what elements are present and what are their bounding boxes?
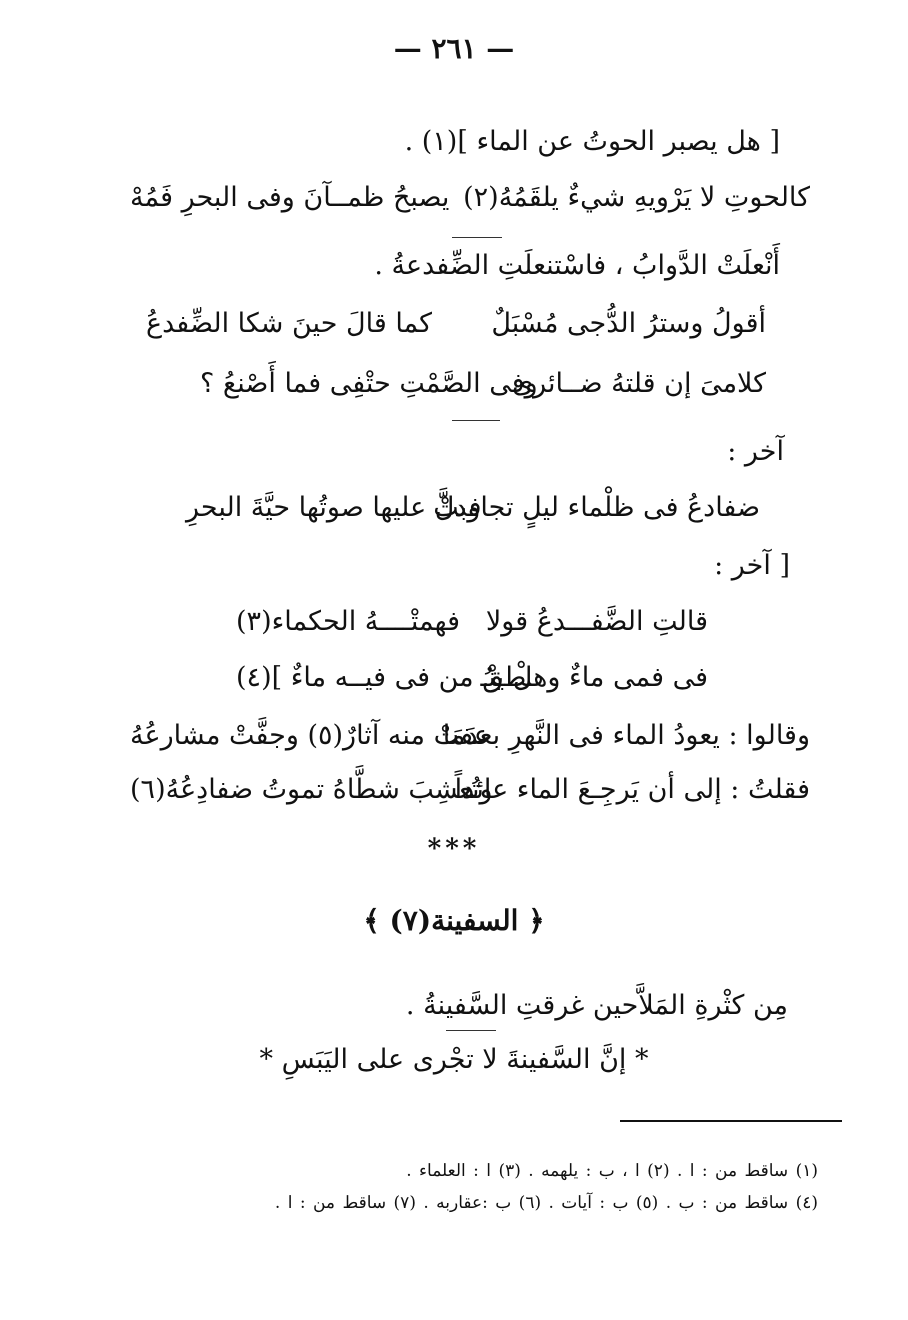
verse-hemistich-left: يصبحُ ظمــآنَ وفى البحرِ فَمُهْ <box>130 182 450 213</box>
verse-hemistich-right: كالحوتِ لا يَرْويهِ شيءٌ يلقَمُهُ(٢) <box>463 182 810 213</box>
verse-hemistich-left: وتُعشِبَ شطَّاهُ تموتُ ضفادِعُهُ(٦) <box>130 774 493 805</box>
verse-hemistich-right: فقلتُ : إلى أن يَرجِـعَ الماء عائداً <box>454 774 810 805</box>
verse-hemistich-left: فهمتْــــهُ الحكماء(٣) <box>236 606 461 637</box>
verse-hemistich-left: ـطقُ من فى فيــه ماءٌ ](٤) <box>236 662 535 693</box>
verse-hemistich-right: وقالوا : يعودُ الماء فى النَّهرِ بعدَمَا <box>442 720 810 751</box>
footnote-row: (١) ساقط من : ا . (٢) ا ، ب : يلهمه . (٣) ا : العلماء . <box>406 1161 818 1181</box>
text-line-proverb: مِن كثْرةِ المَلاَّحين غرقتِ السَّفينةُ . <box>405 990 788 1021</box>
verse-hemistich-right: قالتِ الضَّفـــدعُ قولا <box>485 606 708 637</box>
text-line-proverb-heading: [ هل يصبر الحوتُ عن الماء ](١) . <box>404 126 780 157</box>
text-line-proverb: أَنْعلَتْ الدَّوابُ ، فاسْتنعلَتِ الضِّفدعةُ . <box>374 250 780 281</box>
verse-hemistich-right: ضفادعُ فى ظلْماء ليلٍ تجاوبتْ <box>433 492 760 523</box>
text-line-other-poet: آخر : <box>727 436 784 467</box>
footnote-divider <box>620 1120 842 1122</box>
section-title: ﴿ السفينة(٧) ﴾ <box>363 904 545 937</box>
section-separator: *** <box>427 834 481 864</box>
verse-hemistich-right: كلامىَ إن قلتهُ ضــائرى <box>512 368 766 399</box>
footnote-row: (٤) ساقط من : ب . (٥) ب : آيات . (٦) ب :عقاربه . (٧) ساقط من : ا . <box>274 1193 818 1213</box>
short-divider <box>452 237 502 238</box>
page-number: — ٢٦١ — <box>393 32 515 65</box>
verse-hemistich-right: فى فمى ماءٌ وهلْ ينْـ <box>480 662 708 693</box>
text-line-other-poet: [ آخر : <box>714 550 790 581</box>
verse-hemistich-left: عفتْ منه آثارٌ(٥) وجفَّتْ مشارعُهُ <box>130 720 490 751</box>
verse-hemistich-left: فدلَّ عليها صوتُها حيَّةَ البحرِ <box>186 492 482 523</box>
verse-hemistich-right: أقولُ وسترُ الدُّجى مُسْبَلٌ <box>491 308 766 339</box>
verse-hemistich-left: كما قالَ حينَ شكا الضِّفدعُ <box>146 308 433 339</box>
text-line-quote: * إنَّ السَّفينةَ لا تجْرى على اليَبَسِ * <box>259 1044 649 1075</box>
verse-hemistich-left: وفى الصَّمْتِ حتْفِى فما أَصْنعُ ؟ <box>200 368 538 399</box>
short-divider <box>452 420 500 421</box>
short-divider <box>446 1030 496 1031</box>
